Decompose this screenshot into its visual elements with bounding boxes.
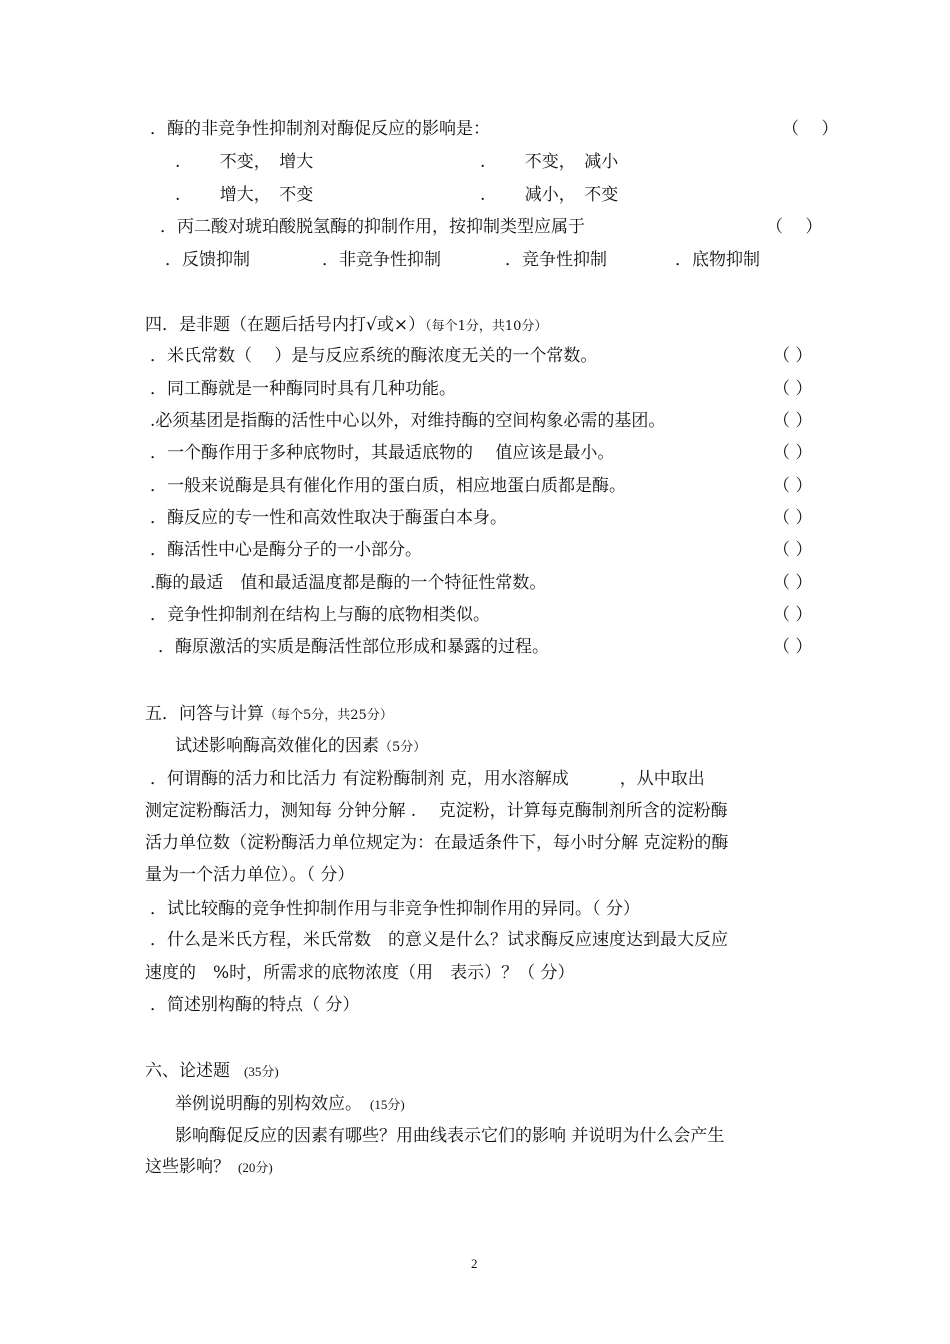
s6-q1-text: 举例说明酶的别构效应。 [175,1094,362,1114]
tf-item-4-bracket: （ ） [773,443,813,463]
s6-q2-text: 这些影响？ [145,1157,230,1177]
q3-item2-option-b: ．非竞争性抑制 [322,250,441,270]
tf-item-8: .酶的最适 值和最适温度都是酶的一个特征性常数。 [150,573,547,593]
tf-item-3-bracket: （ ） [773,411,813,431]
tf-item-7-bracket: （ ） [773,540,813,560]
q3-item1-stem: ．酶的非竞争性抑制剂对酶促反应的影响是： [150,119,490,139]
tf-item-5-bracket: （ ） [773,476,813,496]
s5-q4-line-2: 速度的 %时，所需求的底物浓度（用 表示）？（ 分） [145,963,575,983]
tf-item-7: ．酶活性中心是酶分子的一小部分。 [150,540,422,560]
tf-item-4: ．一个酶作用于多种底物时，其最适底物的 值应该是最小。 [150,443,615,463]
section-5-score-note: （每个5分，共25分） [264,708,393,723]
s5-question-3: ．试比较酶的竞争性抑制作用与非竞争性抑制作用的异同。（ 分） [150,899,640,919]
s5-q2-line-3: 活力单位数（淀粉酶活力单位规定为：在最适条件下，每小时分解 克淀粉的酶 [145,833,729,853]
tf-item-1-bracket: （ ） [773,346,813,366]
s5-q2-line-2: 测定淀粉酶活力，测知每 分钟分解 . 克淀粉，计算每克酶制剂所含的淀粉酶 [145,801,728,821]
s5-q2-line-1: ．何谓酶的活力和比活力 有淀粉酶制剂 克，用水溶解成 ，从中取出 [150,769,705,789]
section-4-heading: 四．是非题（在题后括号内打√或×） [145,315,426,335]
s6-question-1 [175,1093,405,1116]
q3-item2-option-c: ．竞争性抑制 [505,250,607,270]
s5-q1-text: 试述影响酶高效催化的因素 [175,736,379,756]
tf-item-8-bracket: （ ） [773,573,813,593]
tf-item-5: ．一般来说酶是具有催化作用的蛋白质，相应地蛋白质都是酶。 [150,476,626,496]
s6-q1-score: (15分) [370,1097,405,1112]
tf-item-10-bracket: （ ） [773,637,813,657]
q3-item2-option-a: ．反馈抑制 [165,250,250,270]
tf-item-2: ．同工酶就是一种酶同时具有几种功能。 [150,379,456,399]
q3-item2-option-d: ．底物抑制 [675,250,760,270]
s5-q2-line-4: 量为一个活力单位）。（ 分） [145,865,355,885]
s5-question-5: ．简述别构酶的特点（ 分） [150,995,360,1015]
section-5-heading: 五．问答与计算 [145,704,264,724]
q3-item2-stem: ．丙二酸对琥珀酸脱氢酶的抑制作用，按抑制类型应属于 [160,217,585,237]
q3-item1-option-c: . 增大， 不变 [175,185,314,205]
tf-item-6: ．酶反应的专一性和高效性取决于酶蛋白本身。 [150,508,507,528]
s6-q2-line-1: 影响酶促反应的因素有哪些？用曲线表示它们的影响 并说明为什么会产生 [175,1126,725,1146]
q3-item2-bracket: （ ） [766,217,823,237]
tf-item-9: ．竞争性抑制剂在结构上与酶的底物相类似。 [150,605,490,625]
section-6-title [145,1060,279,1083]
q3-item1-option-d: . 减小， 不变 [480,185,619,205]
q3-item1-option-a: . 不变， 增大 [175,152,314,172]
section-4-title [145,314,547,338]
section-6-score-note: (35分) [244,1064,279,1079]
section-4-score-note: （每个1分，共10分） [425,319,548,334]
tf-item-6-bracket: （ ） [773,508,813,528]
section-6-heading: 六、论述题 [145,1061,230,1081]
section-5-title [145,703,393,727]
s5-question-1 [175,735,426,759]
page-number: 2 [471,1256,478,1271]
s6-q2-score: (20分) [238,1160,273,1175]
s5-q1-score: （5分） [379,740,427,755]
tf-item-2-bracket: （ ） [773,379,813,399]
tf-item-3: .必须基团是指酶的活性中心以外，对维持酶的空间构象必需的基团。 [150,411,666,431]
tf-item-9-bracket: （ ） [773,605,813,625]
q3-item1-bracket: （ ） [782,119,839,139]
tf-item-1: ．米氏常数（ ）是与反应系统的酶浓度无关的一个常数。 [150,346,598,366]
s6-q2-line-2 [145,1156,273,1179]
s5-q4-line-1: ．什么是米氏方程，米氏常数 的意义是什么？试求酶反应速度达到最大反应 [150,930,728,950]
q3-item1-option-b: . 不变， 减小 [480,152,619,172]
tf-item-10: ．酶原激活的实质是酶活性部位形成和暴露的过程。 [158,637,549,657]
